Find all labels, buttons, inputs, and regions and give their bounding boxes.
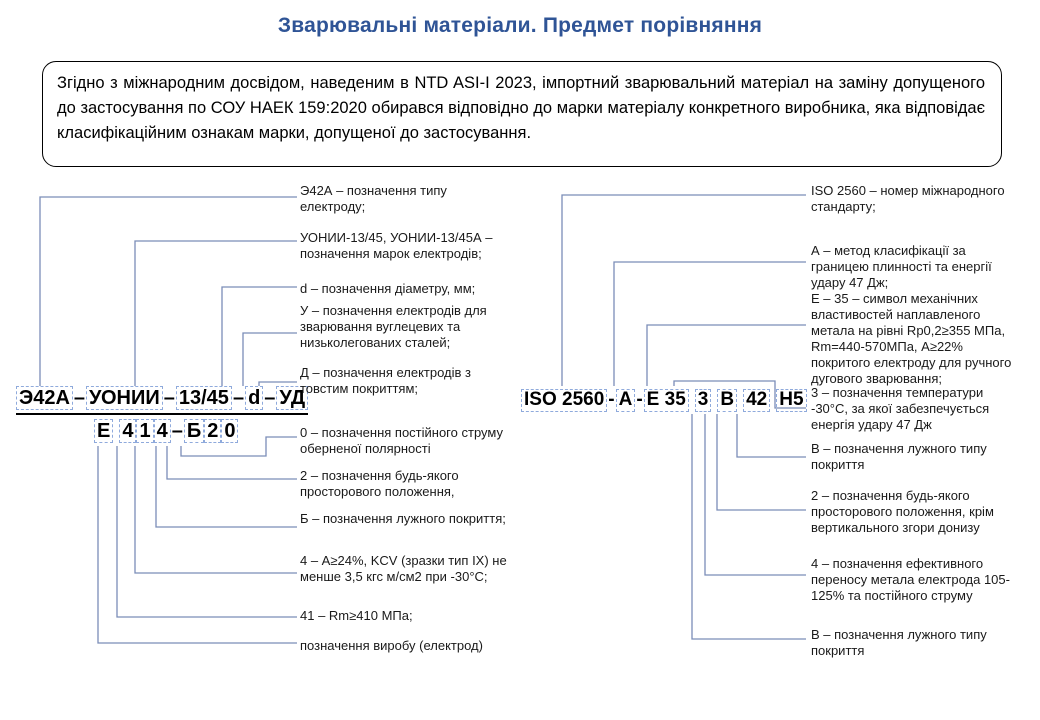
segment-e42a: Э42А	[16, 386, 73, 410]
annotation-iso-basic-b2: В – позначення лужного типу покриття	[811, 627, 987, 658]
page-title: Зварювальні матеріали. Предмет порівняння	[277, 14, 763, 37]
leader-d-diam	[222, 287, 297, 386]
leader-iso-e35	[647, 325, 806, 386]
segment-iso-a: A	[616, 389, 636, 412]
annotation-uonii-marks: УОНИИ-13/45, УОНИИ-13/45А – позначення марок електродів;	[300, 230, 493, 261]
annotation-iso-e35: Е – 35 – символ механічних властивостей наплавленого метала на рівні Rp0,2≥355 МПа, Rm=440-570МПа, А≥22% покритого електроду для ручного дугового зварювання;	[811, 291, 1012, 386]
designation-gost-line1: Э42А – УОНИИ – 13/45 – d – УД	[16, 386, 308, 415]
annotation-rm410: 41 – Rm≥410 МПа;	[300, 608, 413, 623]
segment-iso-b: B	[717, 389, 737, 412]
segment-iso-e35: E 35	[644, 389, 689, 412]
annotation-product: позначення виробу (електрод)	[300, 638, 483, 653]
segment-0: 0	[221, 419, 238, 443]
leader-e42a	[40, 197, 297, 386]
annotation-iso-number: ISO 2560 – номер міжнародного стандарту;	[811, 183, 1005, 214]
segment-d: d	[245, 386, 263, 410]
leader-iso-b	[692, 414, 806, 639]
leader-iso-a	[614, 262, 806, 386]
leader-4	[135, 446, 297, 573]
leader-b	[156, 446, 297, 527]
annotation-iso-method-a: А – метод класифікації за границею плинності та енергії удару 47 Дж;	[811, 243, 992, 290]
annotation-thick-coating: Д – позначення електродів з товстим покриттям;	[300, 365, 472, 396]
segment-iso2560: ISO 2560	[521, 389, 607, 412]
segment-iso-42: 42	[743, 389, 770, 412]
designation-gost-line2: Е 4 1 4 – Б 2 0	[94, 419, 238, 443]
leader-iso2560	[562, 195, 806, 386]
leader-2	[167, 446, 297, 479]
segment-1: 1	[136, 419, 153, 443]
segment-ud: УД	[276, 386, 308, 410]
leader-e	[98, 446, 297, 643]
annotation-carbon-steel: У – позначення електродів для зварювання вуглецевих та низьколегованих сталей;	[300, 303, 487, 350]
segment-iso-h5: H5	[776, 389, 806, 412]
leader-41	[117, 446, 297, 617]
segment-4a: 4	[119, 419, 136, 443]
annotation-basic-coating: Б – позначення лужного покриття;	[300, 511, 506, 526]
segment-iso-3: 3	[695, 389, 712, 412]
intro-box	[42, 61, 1002, 167]
leader-iso-2	[717, 414, 806, 510]
segment-1345: 13/45	[176, 386, 232, 410]
annotation-e42a-type: Э42А – позначення типу електроду;	[300, 183, 447, 214]
leader-iso-h5	[737, 414, 806, 457]
leader-uonii	[135, 241, 297, 386]
annotation-diameter: d – позначення діаметру, мм;	[300, 281, 476, 296]
segment-B: Б	[184, 419, 204, 443]
segment-4b: 4	[154, 419, 171, 443]
leader-iso-4	[705, 414, 806, 575]
segment-E: Е	[94, 419, 113, 443]
annotation-iso-position-2: 2 – позначення будь-якого просторового положення, крім вертикального згори донизу	[811, 488, 994, 535]
intro-text: Згідно з міжнародним досвідом, наведеним в NTD ASI-I 2023, імпортний зварювальний матеріал на заміну допущеного до застосування по СОУ НАЕК 159:2020 обирався відповідно до марки матеріалу конкретного виробника, яка відповідає класифікаційним ознакам марки, допущеної до застосування.	[57, 74, 985, 142]
segment-uonii: УОНИИ	[86, 386, 163, 410]
annotation-iso-transfer-4: 4 – позначення ефективного переносу метала електрода 105-125% та постійного струму	[811, 556, 1010, 603]
annotation-kcv: 4 – А≥24%, KCV (зразки тип ІХ) не менше 3,5 кгс м/см2 при -30°С;	[300, 553, 507, 584]
designation-iso: ISO 2560 - A - E 35 3 B 42 H5	[521, 389, 807, 412]
segment-2: 2	[204, 419, 221, 443]
annotation-any-position: 2 – позначення будь-якого просторового положення,	[300, 468, 459, 499]
annotation-iso-temp3: 3 – позначення температури -30°С, за якої забезпечується енергія удару 47 Дж	[811, 385, 990, 432]
leader-u	[243, 333, 297, 386]
annotation-iso-basic-b1: В – позначення лужного типу покриття	[811, 441, 987, 472]
annotation-dc-polarity: 0 – позначення постійного струму оберненої полярності	[300, 425, 503, 456]
